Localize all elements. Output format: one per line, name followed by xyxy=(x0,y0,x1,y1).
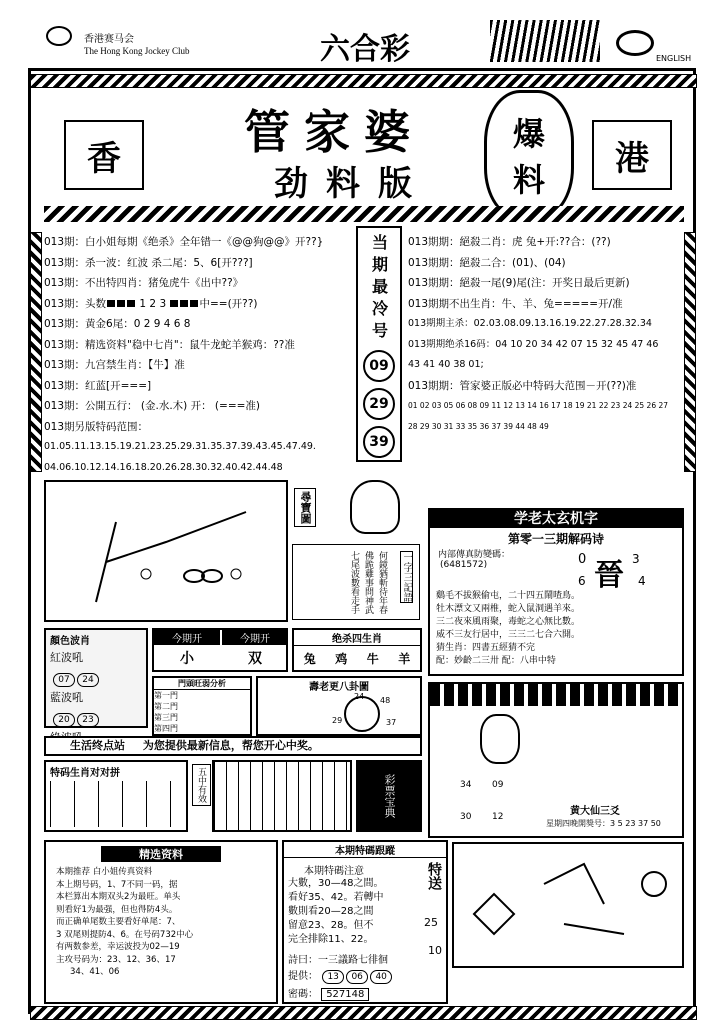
bagua-n: 48 xyxy=(380,696,391,705)
right-line: 013期期：絕殺一尾(9)尾(注：开奖日最后更新) xyxy=(408,277,630,289)
kill-item: 羊 xyxy=(398,652,411,666)
bottom-stripe xyxy=(30,1006,697,1020)
horse-icon xyxy=(490,20,600,62)
english-link[interactable]: ENGLISH xyxy=(656,54,692,63)
left-line: 04.06.10.12.14.16.18.20.26.28.30.32.40.42.44.48 xyxy=(44,461,283,473)
hkjc-cn: 香港赛马会 xyxy=(84,34,134,45)
zodiac-title: 特码生肖对对拼 xyxy=(50,768,120,779)
banner-stripe xyxy=(44,206,684,222)
left-line xyxy=(44,294,354,315)
left-line: 013期：杀一波：红波 杀二尾：5、6[开???] xyxy=(44,256,253,269)
trend-line: 大數，30—48之間。 xyxy=(288,878,384,889)
magic-banner xyxy=(430,684,682,706)
trend-v2: 10 xyxy=(428,944,442,957)
magic-n: 09 xyxy=(492,780,504,790)
scroll-col: 七尾波數看走手 xyxy=(349,551,359,614)
treasure-drawing xyxy=(46,482,286,620)
right-line: 43 41 40 38 01; xyxy=(408,359,484,370)
poem-char: 晉 xyxy=(594,558,624,593)
tips-line: 而正确单尾数主要看好单尾：7、 xyxy=(56,917,181,927)
magic-n: 12 xyxy=(492,812,504,822)
left-line: 013期：精选资料"稳中七肖"：鼠牛龙蛇羊猴鸡：??准 xyxy=(44,338,295,351)
poem-line: 猜生肖：四書五經猜不完 xyxy=(436,643,536,653)
trend-head: 本期特碼注意 xyxy=(304,866,364,877)
magic-n: 30 xyxy=(460,812,472,822)
tab-2: 今期开 xyxy=(222,630,288,645)
wealth-box xyxy=(212,760,352,832)
left-line: 013期：红蓝[开===] xyxy=(44,379,152,392)
left-line: 013期：黄金6尾：0 2 9 4 6 8 xyxy=(44,318,191,330)
pig-mascot-icon xyxy=(350,480,400,534)
tips-line: 34、41、06 xyxy=(70,967,120,977)
scroll-box xyxy=(292,544,420,620)
life-station xyxy=(44,736,422,756)
trend-line: 完全排除11、22。 xyxy=(288,934,374,945)
poem-n0: 0 xyxy=(578,552,587,567)
hkjc-logo-icon xyxy=(46,26,72,46)
trend-special: 特送 xyxy=(426,862,442,890)
right-line: 013期期绝杀16码：04 10 20 34 42 07 15 32 45 47 46 xyxy=(408,338,659,350)
code-label: 密碼： xyxy=(288,989,318,1000)
magic-box xyxy=(428,682,684,838)
right-line: 013期期不出生肖：牛、羊、兔=====开/准 xyxy=(408,297,623,310)
ball: 06 xyxy=(346,970,368,984)
tips-line: 本期推荐 白小姐传真资料 xyxy=(56,867,153,877)
tips-line: 主攻号码为：23、12、36、17 xyxy=(56,954,176,965)
kill-item: 兔 xyxy=(303,652,316,666)
luck-row: 第四門 xyxy=(154,724,178,733)
head-n1: 1 xyxy=(139,297,147,310)
poem-line: 鷄毛不拔猴偷屯，二十四五鬧喳鳥。 xyxy=(436,591,581,601)
scroll-col: 何鏡猶斬待年春 xyxy=(377,551,387,614)
magic-n: 34 xyxy=(460,780,472,790)
tips-line: 本栏算出本期双头2为最旺。单头 xyxy=(56,892,181,902)
wave-blue xyxy=(50,689,142,705)
burst-badge xyxy=(484,90,574,220)
blue-label: 藍波吼 xyxy=(50,691,83,704)
right-line: 013期期：管家婆正版必中特码大范围－开(??)准 xyxy=(408,379,637,392)
zodiac-box xyxy=(44,760,188,832)
magic-text: 星期四晚開獎号：3 5 23 37 50 xyxy=(546,819,661,828)
poem-line: 牡木漂文又兩椎，蛇入鼠洞遇羊來。 xyxy=(436,604,581,614)
luck-table xyxy=(152,676,252,736)
right-line: 013期期：絕殺二肖：虎 兔+开:??合：(??) xyxy=(408,236,611,248)
right-line: 013期期主杀：02.03.08.09.13.16.19.22.27.28.32.34 xyxy=(408,318,652,329)
left-line: 013期：公開五行： (金.水.木) 开： (===准) xyxy=(44,400,261,412)
banner-subtitle: 劲料版 xyxy=(274,164,430,204)
moon-icon xyxy=(616,30,654,56)
wealth-badge xyxy=(356,760,422,832)
poem-box xyxy=(428,508,684,676)
ball: 40 xyxy=(370,970,392,984)
treasure-map xyxy=(44,480,288,622)
ball: 13 xyxy=(322,970,344,984)
trend-line: 看好35、42。若轉中 xyxy=(288,892,384,903)
left-sign xyxy=(64,120,144,190)
ball: 23 xyxy=(77,713,99,727)
bagua-n: 37 xyxy=(386,718,397,727)
head-tail: 中==(开??) xyxy=(199,297,258,310)
poem-code: (6481572) xyxy=(440,560,488,570)
left-line: 01.05.11.13.15.19.21.23.25.29.31.35.37.39.43.45.47.49. xyxy=(44,441,316,452)
sketch-box xyxy=(452,842,684,968)
ball: 20 xyxy=(53,713,75,727)
life-title: 生活终点站 xyxy=(70,739,125,752)
left-line: 013期：九宫禁生肖：【牛】准 xyxy=(44,359,185,371)
red-label: 紅波吼 xyxy=(50,651,83,664)
treasure-label: 尋寶圖 xyxy=(294,488,316,527)
tips-line: 则看好1为最强，但也得防4头。 xyxy=(56,904,178,915)
kill-item: 牛 xyxy=(366,652,379,666)
luck-row: 第二門 xyxy=(154,702,178,711)
scroll-col: 佛跪雞事問神武 xyxy=(363,551,373,614)
right-line: 28 29 30 31 33 35 36 37 39 44 48 49 xyxy=(408,421,549,431)
right-line: 013期期：絕殺二合：(01)、(04) xyxy=(408,256,566,269)
trend-v1: 25 xyxy=(424,916,438,929)
left-vstripe xyxy=(30,232,42,472)
top-stripe xyxy=(30,74,697,88)
wave-title: 顏色波肖 xyxy=(50,636,90,647)
burst-b: 料 xyxy=(512,161,545,199)
tab-1-value: 小 xyxy=(180,651,194,667)
banner-title: 管家婆 xyxy=(244,105,424,159)
left-line: 013期另版特码范围： xyxy=(44,420,149,433)
left-line: 013期：不出特四肖：猪兔虎牛《出中??》 xyxy=(44,277,244,289)
scroll-title: 一字三記語 xyxy=(401,552,412,602)
ball: 07 xyxy=(53,673,75,687)
trend-provide xyxy=(284,969,446,985)
hkjc-en: The Hong Kong Jockey Club xyxy=(84,46,190,56)
zodiac-badge: 五中有效 xyxy=(192,764,211,806)
coldest-title: 当期最冷号 xyxy=(369,234,389,344)
right-line: 01 02 03 05 06 08 09 11 12 13 14 16 17 18 19 21 22 23 24 25 26 27 xyxy=(408,401,669,410)
right-list xyxy=(408,232,684,472)
bagua-box xyxy=(256,676,422,736)
header xyxy=(0,0,727,72)
poem-n6: 6 xyxy=(578,574,586,588)
ball: 24 xyxy=(77,673,99,687)
coldest-number-box xyxy=(356,226,402,462)
luck-row: 第一門 xyxy=(154,691,178,700)
kill-tabs xyxy=(152,628,288,672)
poem-n3: 3 xyxy=(632,552,640,566)
poem-source: 内部傳真防變碼： xyxy=(438,550,511,560)
trend-poem: 詩曰：一三議路七徘徊 xyxy=(288,955,388,966)
head-n3: 3 xyxy=(159,297,167,310)
tips-title: 精选资料 xyxy=(101,846,221,862)
luck-title: 門頭旺弱分析 xyxy=(154,678,250,690)
wealth-title: 彩票宝典 xyxy=(383,774,396,818)
magic-title: 黄大仙三爻 xyxy=(570,806,620,817)
portrait-icon xyxy=(480,714,520,764)
wave-red-balls xyxy=(52,667,146,687)
head-n2: 2 xyxy=(149,297,157,310)
right-sign-text: 港 xyxy=(615,138,649,179)
tips-line: 本上期号码，1、7不同一码，据 xyxy=(56,879,178,890)
bagua-title: 壽老更八卦圖 xyxy=(309,682,369,693)
life-slogan: 为您提供最新信息，帮您开心中奖。 xyxy=(142,739,319,752)
right-vstripe xyxy=(684,232,696,472)
trend-code-row xyxy=(284,985,446,1000)
poem-line: 三二夜來風雨聚，毒蛇之心無比數。 xyxy=(436,617,581,627)
trend-line: 留意23、28。但不 xyxy=(288,920,374,931)
kill-item: 鸡 xyxy=(335,652,348,666)
cold-number: 29 xyxy=(363,388,395,420)
wave-box xyxy=(44,628,148,728)
poem-subtitle: 第零一三期解码诗 xyxy=(507,532,604,546)
trend-line: 數則看20—28之間 xyxy=(288,906,374,917)
poem-title: 学老太玄机字 xyxy=(430,510,682,528)
trend-code: 527148 xyxy=(321,988,369,1001)
trend-box xyxy=(282,840,448,1004)
cold-number: 09 xyxy=(363,350,395,382)
marksix-title: 六合彩 xyxy=(320,32,410,67)
poem-line: 威不三友行居中，三三二七合六開。 xyxy=(436,630,581,640)
left-sign-text: 香 xyxy=(87,138,121,179)
burst-a: 爆 xyxy=(512,115,545,153)
right-sign xyxy=(592,120,672,190)
wave-red xyxy=(50,649,142,665)
poem-n4: 4 xyxy=(638,574,646,588)
poem-line: 配：妙齡二三卅 配：八串中特 xyxy=(436,656,556,666)
tips-line: 有两数参差，幸运波投为02—19 xyxy=(56,942,180,952)
left-list xyxy=(44,232,354,472)
tab-1: 今期开 xyxy=(154,630,220,645)
tips-line: 3 双尾则提防4、6。在号码732中心 xyxy=(56,929,194,940)
luck-row: 第三門 xyxy=(154,713,178,722)
cold-number: 39 xyxy=(363,426,395,458)
four-kill-title: 绝杀四生肖 xyxy=(294,630,420,646)
trend-title: 本期特碼跟蹤 xyxy=(284,842,446,858)
bagua-icon xyxy=(344,696,380,732)
left-line: 013期：白小姐每期《绝杀》全年错一《@@狗@@》开??} xyxy=(44,236,324,248)
tab-2-value: 双 xyxy=(248,651,262,667)
bagua-n: 29 xyxy=(332,716,343,725)
provide-label: 提供： xyxy=(288,971,318,982)
bagua-n: 24 xyxy=(354,692,365,701)
wave-blue-balls xyxy=(52,707,146,727)
four-kill xyxy=(292,628,422,672)
four-kill-row xyxy=(294,650,420,667)
tips-box xyxy=(44,840,278,1004)
left-line-text: 013期：头数 xyxy=(44,297,107,310)
sketch-drawing xyxy=(454,844,682,966)
zodiac-grid xyxy=(50,781,182,827)
